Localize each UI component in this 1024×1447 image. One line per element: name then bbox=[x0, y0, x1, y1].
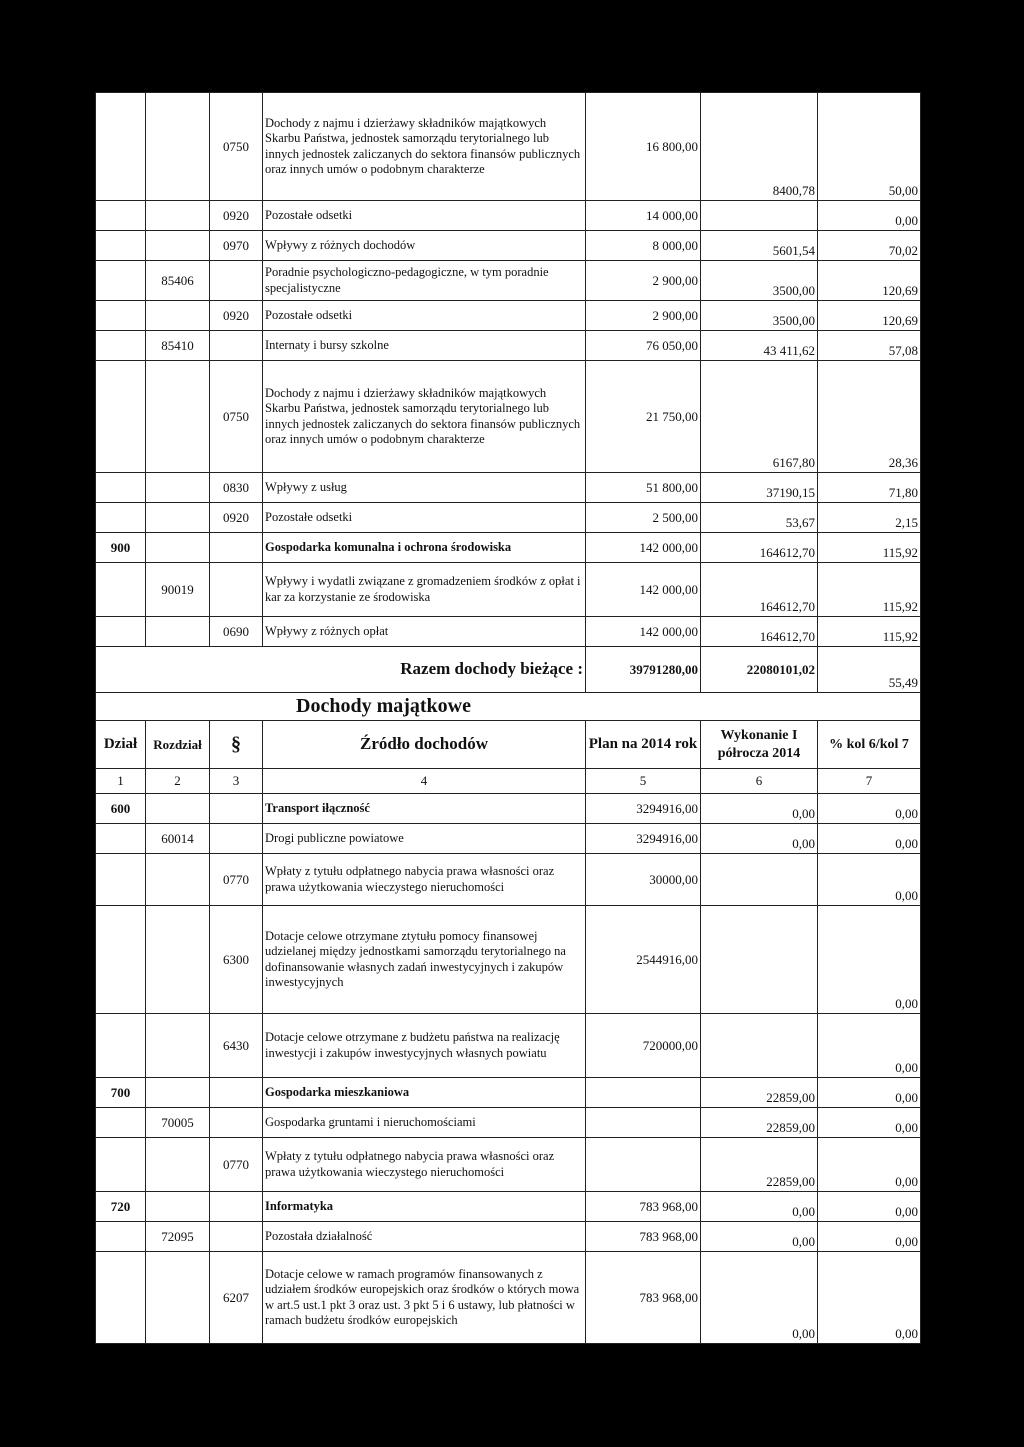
execution-cell: 0,00 bbox=[701, 794, 818, 824]
percent-cell: 0,00 bbox=[818, 794, 921, 824]
execution-cell: 0,00 bbox=[701, 1252, 818, 1344]
summary-wyk: 22080101,02 bbox=[701, 647, 818, 693]
column-number-row bbox=[96, 769, 921, 794]
table-row bbox=[96, 231, 921, 261]
rozdzial-cell bbox=[146, 1192, 210, 1222]
paragraph-cell bbox=[210, 563, 263, 617]
paragraph-cell: 0830 bbox=[210, 473, 263, 503]
header-percent: % kol 6/kol 7 bbox=[818, 721, 921, 769]
dzial-cell bbox=[96, 473, 146, 503]
income-table bbox=[95, 92, 921, 1344]
percent-cell: 70,02 bbox=[818, 231, 921, 261]
description-cell: Wpływy z różnych dochodów bbox=[263, 231, 586, 261]
execution-cell: 43 411,62 bbox=[701, 331, 818, 361]
rozdzial-cell bbox=[146, 301, 210, 331]
execution-cell: 37190,15 bbox=[701, 473, 818, 503]
table-row bbox=[96, 854, 921, 906]
description-cell: Wpłaty z tytułu odpłatnego nabycia prawa własności oraz prawa użytkowania wieczystego nieruchomości bbox=[263, 1138, 586, 1192]
rozdzial-cell bbox=[146, 231, 210, 261]
summary-pct: 55,49 bbox=[818, 647, 921, 693]
dzial-cell bbox=[96, 201, 146, 231]
plan-cell: 30000,00 bbox=[586, 854, 701, 906]
description-cell: Internaty i bursy szkolne bbox=[263, 331, 586, 361]
plan-cell: 2 900,00 bbox=[586, 261, 701, 301]
table-row bbox=[96, 201, 921, 231]
dzial-cell bbox=[96, 301, 146, 331]
table-row bbox=[96, 93, 921, 201]
plan-cell: 783 968,00 bbox=[586, 1252, 701, 1344]
percent-cell: 0,00 bbox=[818, 1014, 921, 1078]
rozdzial-cell bbox=[146, 93, 210, 201]
percent-cell: 0,00 bbox=[818, 201, 921, 231]
execution-cell: 6167,80 bbox=[701, 361, 818, 473]
percent-cell: 0,00 bbox=[818, 854, 921, 906]
plan-cell: 142 000,00 bbox=[586, 533, 701, 563]
execution-cell: 22859,00 bbox=[701, 1108, 818, 1138]
description-cell: Dochody z najmu i dzierżawy składników majątkowych Skarbu Państwa, jednostek samorządu terytorialnego lub innych jednostek zaliczanych do sektora finansów publicznych oraz innych umów o podobnym charakterze bbox=[263, 93, 586, 201]
plan-cell bbox=[586, 1138, 701, 1192]
dzial-cell bbox=[96, 563, 146, 617]
execution-cell: 0,00 bbox=[701, 1192, 818, 1222]
table-row bbox=[96, 1108, 921, 1138]
rozdzial-cell: 72095 bbox=[146, 1222, 210, 1252]
description-cell: Drogi publiczne powiatowe bbox=[263, 824, 586, 854]
execution-cell: 22859,00 bbox=[701, 1078, 818, 1108]
description-cell: Dochody z najmu i dzierżawy składników majątkowych Skarbu Państwa, jednostek samorządu terytorialnego lub innych jednostek zaliczanych do sektora finansów publicznych oraz innych umów o podobnym charakterze bbox=[263, 361, 586, 473]
rozdzial-cell bbox=[146, 1252, 210, 1344]
paragraph-cell: 0770 bbox=[210, 854, 263, 906]
dzial-cell bbox=[96, 93, 146, 201]
dzial-cell: 900 bbox=[96, 533, 146, 563]
plan-cell: 8 000,00 bbox=[586, 231, 701, 261]
table-row bbox=[96, 503, 921, 533]
header-row bbox=[96, 721, 921, 769]
paragraph-cell bbox=[210, 1192, 263, 1222]
header-plan: Plan na 2014 rok bbox=[586, 721, 701, 769]
percent-cell: 50,00 bbox=[818, 93, 921, 201]
rozdzial-cell bbox=[146, 361, 210, 473]
dzial-cell bbox=[96, 1014, 146, 1078]
description-cell: Dotacje celowe otrzymane z budżetu państwa na realizację inwestycji i zakupów inwestycyjnych własnych powiatu bbox=[263, 1014, 586, 1078]
rozdzial-cell bbox=[146, 503, 210, 533]
percent-cell: 0,00 bbox=[818, 1192, 921, 1222]
paragraph-cell: 0920 bbox=[210, 201, 263, 231]
plan-cell: 783 968,00 bbox=[586, 1222, 701, 1252]
execution-cell: 5601,54 bbox=[701, 231, 818, 261]
header-execution: Wykonanie I półrocza 2014 bbox=[701, 721, 818, 769]
rozdzial-cell: 60014 bbox=[146, 824, 210, 854]
description-cell: Pozostałe odsetki bbox=[263, 201, 586, 231]
table-row bbox=[96, 331, 921, 361]
rozdzial-cell bbox=[146, 1078, 210, 1108]
paragraph-cell: 0750 bbox=[210, 93, 263, 201]
plan-cell: 720000,00 bbox=[586, 1014, 701, 1078]
description-cell: Transport iłączność bbox=[263, 794, 586, 824]
execution-cell bbox=[701, 854, 818, 906]
paragraph-cell: 0750 bbox=[210, 361, 263, 473]
plan-cell bbox=[586, 1078, 701, 1108]
percent-cell: 0,00 bbox=[818, 1252, 921, 1344]
execution-cell: 164612,70 bbox=[701, 563, 818, 617]
table-row bbox=[96, 473, 921, 503]
execution-cell: 0,00 bbox=[701, 824, 818, 854]
percent-cell: 115,92 bbox=[818, 563, 921, 617]
paragraph-cell bbox=[210, 1222, 263, 1252]
table-row bbox=[96, 794, 921, 824]
percent-cell: 115,92 bbox=[818, 533, 921, 563]
rozdzial-cell bbox=[146, 473, 210, 503]
rozdzial-cell: 85406 bbox=[146, 261, 210, 301]
col-number: 3 bbox=[210, 769, 263, 794]
rozdzial-cell: 90019 bbox=[146, 563, 210, 617]
table-row bbox=[96, 261, 921, 301]
summary-plan: 39791280,00 bbox=[586, 647, 701, 693]
plan-cell: 2 500,00 bbox=[586, 503, 701, 533]
table-row bbox=[96, 301, 921, 331]
execution-cell bbox=[701, 201, 818, 231]
col-number: 2 bbox=[146, 769, 210, 794]
percent-cell: 0,00 bbox=[818, 1108, 921, 1138]
plan-cell: 2544916,00 bbox=[586, 906, 701, 1014]
description-cell: Dotacje celowe w ramach programów finansowanych z udziałem środków europejskich oraz środków o których mowa w art.5 ust.1 pkt 3 oraz ust. 3 pkt 5 i 6 ustawy, lub płatności w ramach budżetu środków europejskich bbox=[263, 1252, 586, 1344]
table-row bbox=[96, 361, 921, 473]
description-cell: Gospodarka gruntami i nieruchomościami bbox=[263, 1108, 586, 1138]
dzial-cell bbox=[96, 1252, 146, 1344]
dzial-cell bbox=[96, 331, 146, 361]
paragraph-cell: 6300 bbox=[210, 906, 263, 1014]
rozdzial-cell: 85410 bbox=[146, 331, 210, 361]
paragraph-cell: 0920 bbox=[210, 503, 263, 533]
summary-section bbox=[96, 647, 921, 794]
col-number: 6 bbox=[701, 769, 818, 794]
table-row bbox=[96, 1138, 921, 1192]
description-cell: Gospodarka komunalna i ochrona środowiska bbox=[263, 533, 586, 563]
execution-cell: 164612,70 bbox=[701, 617, 818, 647]
dzial-cell bbox=[96, 231, 146, 261]
header-source: Źródło dochodów bbox=[263, 721, 586, 769]
paragraph-cell bbox=[210, 824, 263, 854]
paragraph-cell bbox=[210, 1108, 263, 1138]
paragraph-cell: 0970 bbox=[210, 231, 263, 261]
dzial-cell bbox=[96, 503, 146, 533]
header-rozdzial: Rozdział bbox=[146, 721, 210, 769]
description-cell: Poradnie psychologiczno-pedagogiczne, w tym poradnie specjalistyczne bbox=[263, 261, 586, 301]
execution-cell: 8400,78 bbox=[701, 93, 818, 201]
property-income-rows bbox=[96, 794, 921, 1344]
plan-cell: 14 000,00 bbox=[586, 201, 701, 231]
percent-cell: 120,69 bbox=[818, 301, 921, 331]
header-dzial: Dział bbox=[96, 721, 146, 769]
execution-cell: 0,00 bbox=[701, 1222, 818, 1252]
description-cell: Wpłaty z tytułu odpłatnego nabycia prawa własności oraz prawa użytkowania wieczystego nieruchomości bbox=[263, 854, 586, 906]
table-row bbox=[96, 1222, 921, 1252]
percent-cell: 0,00 bbox=[818, 1078, 921, 1108]
rozdzial-cell bbox=[146, 1014, 210, 1078]
description-cell: Gospodarka mieszkaniowa bbox=[263, 1078, 586, 1108]
paragraph-cell: 0690 bbox=[210, 617, 263, 647]
summary-label: Razem dochody bieżące : bbox=[400, 659, 583, 679]
rozdzial-cell bbox=[146, 533, 210, 563]
rozdzial-cell bbox=[146, 1138, 210, 1192]
percent-cell: 2,15 bbox=[818, 503, 921, 533]
paragraph-cell: 0920 bbox=[210, 301, 263, 331]
dzial-cell bbox=[96, 1138, 146, 1192]
plan-cell: 51 800,00 bbox=[586, 473, 701, 503]
plan-cell: 142 000,00 bbox=[586, 617, 701, 647]
dzial-cell bbox=[96, 361, 146, 473]
table-row bbox=[96, 1252, 921, 1344]
paragraph-cell bbox=[210, 533, 263, 563]
plan-cell: 783 968,00 bbox=[586, 1192, 701, 1222]
description-cell: Pozostałe odsetki bbox=[263, 301, 586, 331]
description-cell: Wpływy z różnych opłat bbox=[263, 617, 586, 647]
paragraph-cell bbox=[210, 1078, 263, 1108]
rozdzial-cell bbox=[146, 854, 210, 906]
dzial-cell bbox=[96, 261, 146, 301]
percent-cell: 115,92 bbox=[818, 617, 921, 647]
col-number: 7 bbox=[818, 769, 921, 794]
description-cell: Pozostałe odsetki bbox=[263, 503, 586, 533]
percent-cell: 57,08 bbox=[818, 331, 921, 361]
execution-cell: 3500,00 bbox=[701, 261, 818, 301]
rozdzial-cell bbox=[146, 906, 210, 1014]
dzial-cell bbox=[96, 824, 146, 854]
description-cell: Pozostała działalność bbox=[263, 1222, 586, 1252]
rozdzial-cell bbox=[146, 201, 210, 231]
table-row bbox=[96, 1192, 921, 1222]
plan-cell: 16 800,00 bbox=[586, 93, 701, 201]
dzial-cell bbox=[96, 854, 146, 906]
percent-cell: 0,00 bbox=[818, 1138, 921, 1192]
plan-cell: 21 750,00 bbox=[586, 361, 701, 473]
dzial-cell bbox=[96, 617, 146, 647]
col-number: 1 bbox=[96, 769, 146, 794]
col-number: 4 bbox=[263, 769, 586, 794]
section-title: Dochody majątkowe bbox=[296, 695, 471, 718]
plan-cell: 3294916,00 bbox=[586, 794, 701, 824]
dzial-cell bbox=[96, 1222, 146, 1252]
rozdzial-cell bbox=[146, 617, 210, 647]
description-cell: Wpływy z usług bbox=[263, 473, 586, 503]
paragraph-cell bbox=[210, 261, 263, 301]
plan-cell: 3294916,00 bbox=[586, 824, 701, 854]
header-paragraph: § bbox=[210, 721, 263, 769]
percent-cell: 28,36 bbox=[818, 361, 921, 473]
rozdzial-cell: 70005 bbox=[146, 1108, 210, 1138]
summary-row bbox=[96, 647, 921, 693]
dzial-cell bbox=[96, 906, 146, 1014]
dzial-cell: 600 bbox=[96, 794, 146, 824]
description-cell: Wpływy i wydatli związane z gromadzeniem środków z opłat i kar za korzystanie ze środowiska bbox=[263, 563, 586, 617]
table-row bbox=[96, 563, 921, 617]
execution-cell: 3500,00 bbox=[701, 301, 818, 331]
percent-cell: 0,00 bbox=[818, 1222, 921, 1252]
percent-cell: 71,80 bbox=[818, 473, 921, 503]
percent-cell: 0,00 bbox=[818, 906, 921, 1014]
percent-cell: 120,69 bbox=[818, 261, 921, 301]
paragraph-cell: 6207 bbox=[210, 1252, 263, 1344]
current-income-rows bbox=[96, 93, 921, 647]
table-row bbox=[96, 533, 921, 563]
table-row bbox=[96, 617, 921, 647]
execution-cell: 164612,70 bbox=[701, 533, 818, 563]
plan-cell: 76 050,00 bbox=[586, 331, 701, 361]
table-row bbox=[96, 1078, 921, 1108]
dzial-cell: 700 bbox=[96, 1078, 146, 1108]
rozdzial-cell bbox=[146, 794, 210, 824]
description-cell: Informatyka bbox=[263, 1192, 586, 1222]
table-row bbox=[96, 1014, 921, 1078]
paragraph-cell: 6430 bbox=[210, 1014, 263, 1078]
plan-cell bbox=[586, 1108, 701, 1138]
paragraph-cell: 0770 bbox=[210, 1138, 263, 1192]
description-cell: Dotacje celowe otrzymane ztytułu pomocy finansowej udzielanej między jednostkami samorządu terytorialnego na dofinansowanie własnych zadań inwestycyjnych i zakupów inwestycyjnych bbox=[263, 906, 586, 1014]
plan-cell: 142 000,00 bbox=[586, 563, 701, 617]
execution-cell: 53,67 bbox=[701, 503, 818, 533]
execution-cell: 22859,00 bbox=[701, 1138, 818, 1192]
section-title-row bbox=[96, 693, 921, 721]
execution-cell bbox=[701, 906, 818, 1014]
paragraph-cell bbox=[210, 794, 263, 824]
table-row bbox=[96, 824, 921, 854]
col-number: 5 bbox=[586, 769, 701, 794]
paragraph-cell bbox=[210, 331, 263, 361]
plan-cell: 2 900,00 bbox=[586, 301, 701, 331]
execution-cell bbox=[701, 1014, 818, 1078]
percent-cell: 0,00 bbox=[818, 824, 921, 854]
dzial-cell bbox=[96, 1108, 146, 1138]
dzial-cell: 720 bbox=[96, 1192, 146, 1222]
table-row bbox=[96, 906, 921, 1014]
